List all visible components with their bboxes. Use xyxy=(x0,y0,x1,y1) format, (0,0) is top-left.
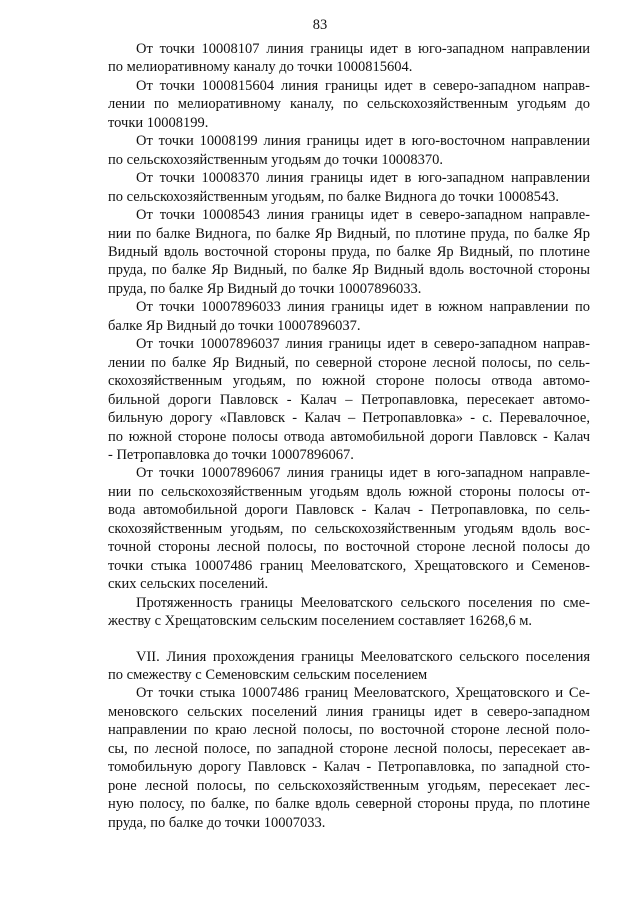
text-line: нии по сельскохозяйственным угодьям вдоль южной стороны полосы от- xyxy=(108,483,590,500)
text-line: по сельскохозяйственным угодьям до точки 10008370. xyxy=(108,151,444,168)
text-line: От точки 10007896067 линия границы идет в юго-западном направле- xyxy=(136,465,590,482)
text-line: От точки 10008543 линия границы идет в северо-западном направле- xyxy=(136,207,590,224)
text-line: сы, по лесной полосе, по западной стороне лесной полосы, пересекает ав- xyxy=(108,740,590,757)
text-line: скохозяйственным угодьям, по сельскохозяйственным угодьям вдоль вос- xyxy=(108,520,590,537)
text-line: ских сельских поселений. xyxy=(108,576,269,593)
text-line: направлении по краю лесной полосы, по восточной стороне лесной поло- xyxy=(108,722,590,739)
text-line: пруда, по балке до точки 10007033. xyxy=(108,814,326,831)
text-line: ную полосу, по балке, по балке вдоль северной стороны пруда, по плотине xyxy=(108,796,590,813)
text-line: по мелиоративному каналу до точки 1000815604. xyxy=(108,59,413,76)
page-number: 83 xyxy=(312,17,328,33)
text-line: лении по балке Яр Видный, по северной стороне лесной полосы, по сель- xyxy=(108,354,590,371)
text-line: От точки 10008370 линия границы идет в юго-западном направлении xyxy=(136,170,590,187)
text-line: томобильную дорогу Павловск - Калач - Петропавловка, по западной сто- xyxy=(108,759,590,776)
text-line: От точки 1000815604 линия границы идет в северо-западном направ- xyxy=(136,77,590,94)
text-line: От точки стыка 10007486 границ Мееловатского, Хрещатовского и Се- xyxy=(136,685,590,702)
text-line: вода автомобильной дороги Павловск - Калач - Петропавловка, по сель- xyxy=(108,502,590,519)
text-line: От точки 10008199 линия границы идет в юго-восточном направлении xyxy=(136,133,590,150)
text-line: точки 10008199. xyxy=(108,114,209,131)
text-line: бильной дороги Павловск - Калач – Петропавловка, пересекает автомо- xyxy=(108,391,590,408)
text-line: От точки 10007896033 линия границы идет в южном направлении по xyxy=(136,299,590,316)
document-body xyxy=(108,40,590,832)
text-line: роне лесной полосы, по сельскохозяйственным угодьям, пересекает лес- xyxy=(108,777,590,794)
text-line: Протяженность границы Мееловатского сельского поселения по сме- xyxy=(136,594,590,611)
paragraph xyxy=(108,594,590,631)
paragraph xyxy=(108,132,590,169)
text-line: скохозяйственным угодьям, по южной стороне полосы отвода автомо- xyxy=(108,373,590,390)
text-line: по южной стороне полосы отвода автомобильной дороги Павловск - Калач xyxy=(108,428,590,445)
text-line: От точки 10008107 линия границы идет в юго-западном направлении xyxy=(136,41,590,57)
paragraph xyxy=(108,684,590,832)
text-line: пруда, по балке Яр Видный, по балке Яр Видный вдоль восточной стороны xyxy=(108,262,590,279)
paragraph xyxy=(108,335,590,464)
text-line: меновского сельских поселений линия границы идет в северо-западном xyxy=(108,703,590,720)
section-heading xyxy=(108,648,590,685)
paragraph xyxy=(108,40,590,77)
text-line: балке Яр Видный до точки 10007896037. xyxy=(108,317,361,334)
text-line: точной стороны лесной полосы, по восточной стороне лесной полосы до xyxy=(108,539,590,556)
text-line: пруда, по балке Яр Видный до точки 10007896033. xyxy=(108,280,422,297)
section-gap xyxy=(108,631,590,648)
paragraph xyxy=(108,464,590,593)
text-line: жеству с Хрещатовским сельским поселением составляет 16268,6 м. xyxy=(108,613,532,630)
text-line: точки стыка 10007486 границ Мееловатского, Хрещатовского и Семенов- xyxy=(108,557,590,574)
paragraph xyxy=(108,298,590,335)
text-line: лении по мелиоративному каналу, по сельскохозяйственным угодьям до xyxy=(108,96,590,113)
text-line: нии по балке Виднога, по балке Яр Видный, по плотине пруда, по балке Яр xyxy=(108,225,590,242)
paragraph xyxy=(108,77,590,132)
paragraph xyxy=(108,169,590,206)
text-line: по смежеству с Семеновским сельским поселением xyxy=(108,666,428,683)
text-line: От точки 10007896037 линия границы идет в северо-западном направ- xyxy=(136,336,590,353)
text-line: - Петропавловка до точки 10007896067. xyxy=(108,446,354,463)
text-line: бильную дорогу «Павловск - Калач – Петропавловка» - с. Перевалочное, xyxy=(108,410,590,427)
text-line: Видный вдоль восточной стороны пруда, по балке Яр Видный, по плотине xyxy=(108,243,590,260)
text-line: по сельскохозяйственным угодьям, по балке Виднога до точки 10008543. xyxy=(108,188,560,205)
text-line: VII. Линия прохождения границы Мееловатского сельского поселения xyxy=(136,648,590,665)
paragraph xyxy=(108,206,590,298)
